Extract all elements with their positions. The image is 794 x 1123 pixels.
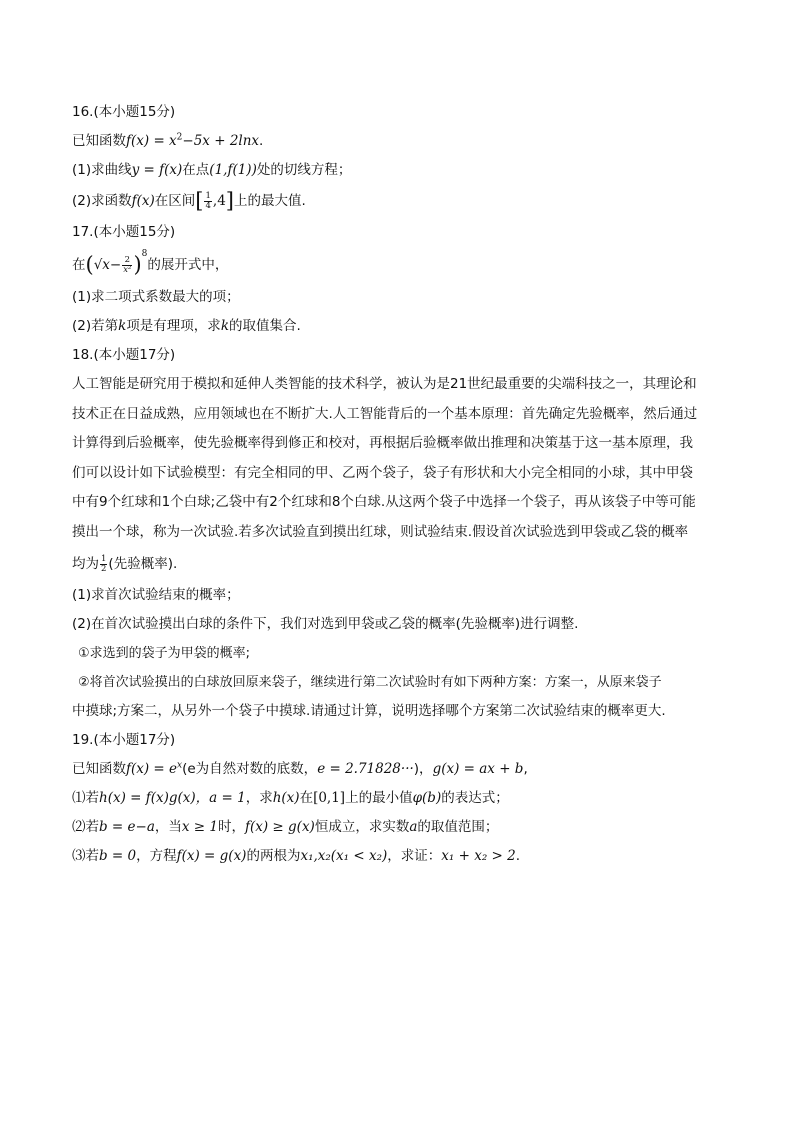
q17-frac-den: x²: [123, 264, 132, 275]
q16-intro-fx: f(x): [126, 133, 150, 149]
q18-s2-text: ②将首次试验摸出的白球放回原来袋子，继续进行第二次试验时有如下两种方案：方案一，从原来袋子: [78, 675, 662, 690]
q18-para-line: [72, 400, 722, 430]
q19-p2-mid2: 时，: [218, 819, 245, 835]
q18-header: [72, 341, 722, 370]
q18-para-line: [72, 518, 722, 548]
q19-p1-mid: ，求: [245, 790, 273, 806]
q16-header: [72, 98, 722, 127]
q18-para-last-end: (先验概率).: [108, 556, 178, 572]
q19-p2-x: x ≥ 1: [181, 819, 218, 835]
q17-exponent: 8: [141, 248, 148, 259]
q16-intro-eq: = x: [149, 133, 177, 149]
q17-root-term: √x: [93, 257, 110, 273]
q18-header-text: 18.(本小题17分): [72, 347, 176, 363]
q16-header-text: 16.(本小题15分): [72, 104, 176, 120]
q18-p2-text: (2)在首次试验摸出白球的条件下，我们对选到甲袋或乙袋的概率(先验概率)进行调整.: [72, 616, 579, 632]
q19-p1-h2: h(x): [272, 790, 300, 806]
q16-p1-end: 处的切线方程；: [256, 162, 352, 178]
q17-part1: [72, 283, 722, 312]
q19-intro-mid2: )，: [413, 761, 433, 777]
q19-intro-fexp: x: [177, 760, 183, 771]
q17-p2-k: k: [118, 318, 127, 334]
q19-intro-e: e = 2.71828···: [317, 761, 414, 777]
q19-p2-ineq: f(x) ≥ g(x): [245, 819, 315, 835]
q19-header: [72, 726, 722, 755]
q19-p3-roots: x₁,x₂(x₁ < x₂): [300, 848, 388, 864]
q19-p3-mid3: ，求证：: [387, 848, 442, 864]
q19-header-text: 19.(本小题17分): [72, 732, 176, 748]
q19-part2: [72, 813, 722, 842]
q16-p2-frac-num: 1: [205, 190, 211, 201]
q17-intro-end: 的展开式中，: [147, 257, 229, 273]
q19-p3-mid: ，方程: [136, 848, 177, 864]
q16-p2-frac-den: 4: [205, 200, 211, 211]
q19-intro: [72, 755, 722, 784]
q16-intro-exp: 2: [176, 132, 183, 143]
q19-p2-text: ⑵若: [72, 819, 99, 835]
q17-frac-num: 2: [122, 256, 132, 266]
q18-sub2-cont: [72, 697, 722, 726]
q19-p1-mid3: 上的最小值: [345, 790, 413, 806]
q19-p1-text: ⑴若: [72, 790, 99, 806]
q16-part1: [72, 156, 722, 185]
q17-p2-text: (2)若第: [72, 318, 119, 334]
q19-intro-g: g(x) = ax + b: [432, 761, 524, 777]
q18-para-line: [72, 429, 722, 459]
q18-para-line: [72, 488, 722, 518]
q18-para-text: 中有9个红球和1个白球;乙袋中有2个红球和8个白球.从这两个袋子中选择一个袋子，再从该袋子中等可能: [72, 494, 696, 510]
q17-intro: [72, 247, 722, 283]
q16-p2-text: (2)求函数: [72, 193, 132, 209]
q17-right-paren: ): [133, 252, 142, 277]
q19-p2-mid3: 恒成立，求实数: [314, 819, 410, 835]
q18-s2-cont-text: 中摸球;方案二，从另外一个袋子中摸球.请通过计算，说明选择哪个方案第二次试验结束的概率更大.: [72, 703, 666, 719]
q19-p3-proof: x₁ + x₂ > 2: [441, 848, 516, 864]
q16-p2-mid: 在区间: [154, 193, 196, 209]
q19-p3-text: ⑶若: [72, 848, 99, 864]
q17-part2: [72, 312, 722, 341]
q17-p2-mid: 项是有理项，求: [126, 318, 221, 334]
q19-part1: [72, 784, 722, 813]
q18-para-text: 人工智能是研究用于模拟和延伸人类智能的技术科学，被认为是21世纪最重要的尖端科技之一，其理论和: [72, 376, 697, 392]
q19-p1-a: ，a = 1: [195, 790, 246, 806]
q18-para-text: 摸出一个球，称为一次试验.若多次试验直到摸出红球，则试验结束.假设首次试验选到甲袋或乙袋的概率: [72, 523, 689, 540]
q19-p2-mid: ，当: [154, 819, 182, 835]
q18-sub1: [72, 639, 722, 668]
q16-intro-rest: −5x + 2lnx: [182, 133, 260, 149]
q17-p1-text: (1)求二项式系数最大的项；: [72, 289, 240, 305]
q16-intro-end: .: [259, 133, 264, 149]
q16-p2-upper: ,4: [212, 193, 226, 209]
q19-p1-h: h(x) = f(x)g(x): [99, 790, 196, 806]
q19-p2-a: a: [409, 819, 418, 835]
q19-p2-b: b = e−a: [99, 819, 155, 835]
q16-intro: [72, 127, 722, 156]
q18-s1-text: ①求选到的袋子为甲袋的概率;: [78, 646, 251, 661]
q17-fraction: [122, 256, 132, 275]
q19-p1-phi: φ(b): [412, 790, 442, 806]
q19-part3: [72, 842, 722, 871]
q19-p1-interval: [0,1]: [313, 790, 346, 806]
q19-p3-mid2: 的两根为: [246, 848, 301, 864]
q17-p2-end: 的取值集合.: [229, 318, 301, 334]
q17-header: [72, 218, 722, 247]
q18-para-text: 们可以设计如下试验模型：有完全相同的甲、乙两个袋子，袋子有形状和大小完全相同的小球，其中甲袋: [72, 464, 693, 481]
q18-para-last-text: 均为: [72, 556, 99, 572]
q19-p3-eq: f(x) = g(x): [176, 848, 247, 864]
q18-para-last: [72, 547, 722, 581]
q18-frac-den: 2: [101, 563, 107, 574]
q18-part2: [72, 610, 722, 639]
q16-p1-mid: 在点: [182, 162, 210, 178]
q16-p2-end: 上的最大值.: [234, 193, 306, 209]
q18-para-text: 计算得到后验概率，使先验概率得到修正和校对，再根据后验概率做出推理和决策基于这一基本原理，我: [72, 435, 693, 451]
q17-left-paren: (: [85, 252, 94, 277]
q18-sub2: [72, 668, 722, 697]
q19-intro-end: ,: [523, 761, 528, 777]
q18-para-text: 技术正在日益成熟，应用领域也在不断扩大.人工智能背后的一个基本原理：首先确定先验概率，然后通过: [72, 405, 698, 422]
q16-p2-fraction: [204, 192, 211, 211]
q18-part1: [72, 581, 722, 610]
q16-intro-text: 已知函数: [72, 133, 126, 149]
q19-intro-mid: (e为自然对数的底数，: [182, 761, 318, 777]
q19-intro-f: f(x) = e: [126, 761, 178, 777]
q16-p1-text: (1)求曲线: [72, 162, 132, 178]
q16-p2-fx: f(x): [131, 193, 155, 209]
q18-para-line: [72, 459, 722, 489]
q17-header-text: 17.(本小题15分): [72, 224, 176, 240]
q19-p2-end: 的取值范围；: [417, 819, 499, 835]
exam-page: [72, 98, 722, 871]
q17-p2-k2: k: [220, 318, 229, 334]
q18-frac-num: 1: [101, 553, 107, 564]
q18-p1-text: (1)求首次试验结束的概率；: [72, 587, 240, 603]
q19-p3-end: .: [515, 848, 521, 864]
q17-intro-text: 在: [72, 257, 86, 273]
q19-intro-text: 已知函数: [72, 761, 126, 777]
q16-p2-left-bracket: [: [195, 188, 204, 213]
q19-p1-end: 的表达式；: [441, 790, 509, 806]
q18-half-fraction: [100, 555, 107, 574]
q19-p1-mid2: 在: [299, 790, 314, 806]
q16-p1-point: (1,f(1)): [209, 162, 257, 178]
q19-p3-b: b = 0: [99, 848, 137, 864]
q16-p1-expr: y = f(x): [131, 162, 183, 178]
q17-minus: −: [109, 257, 122, 273]
q16-p2-right-bracket: ]: [225, 188, 234, 213]
q18-para-line: [72, 370, 722, 400]
q16-part2: [72, 185, 722, 218]
